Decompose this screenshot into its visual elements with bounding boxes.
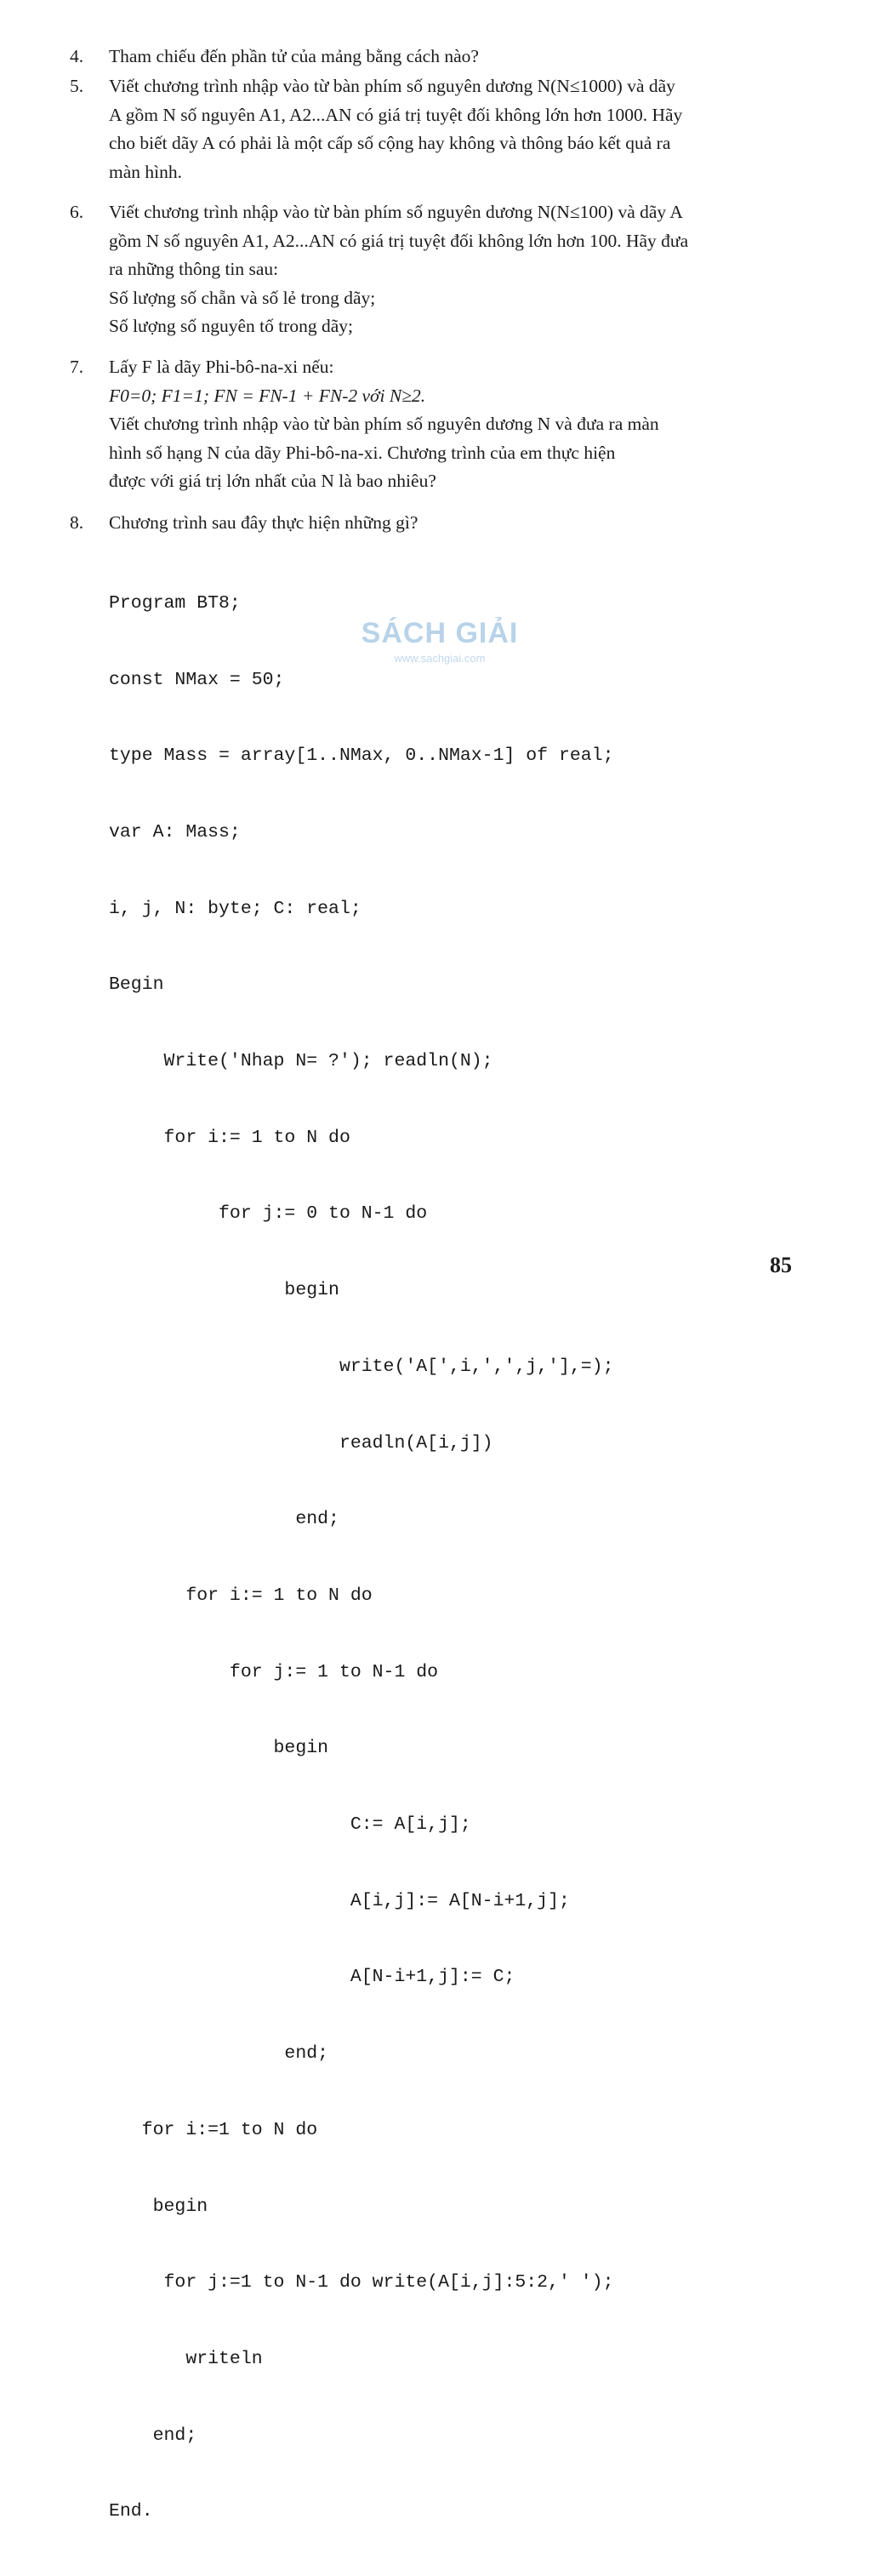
pascal-code-listing [109,540,806,2576]
exercise-text: Chương trình sau đây thực hiện những gì? [109,512,418,533]
exercise-number: 8. [70,512,84,533]
code-line: end; [109,1509,339,1530]
code-line: Write('Nhap N= ?'); readln(N); [109,1051,493,1072]
code-line: writeln [109,2348,263,2369]
code-line: end; [109,2043,329,2065]
exercise-text: màn hình. [109,161,182,182]
code-line: begin [109,2196,208,2217]
exercise-text: Lấy F là dãy Phi-bô-na-xi nếu: [109,357,334,377]
exercise-text: gồm N số nguyên A1, A2...AN có giá trị tuyệt đối không lớn hơn 100. Hãy đưa [109,230,689,251]
watermark-url: www.sachgiai.com [394,652,486,665]
code-line: readln(A[i,j]) [109,1432,493,1454]
code-line: End. [109,2501,153,2522]
exercise-text: Viết chương trình nhập vào từ bàn phím số nguyên dương N(N≤100) và dãy A [109,202,683,222]
exercise-6 [70,198,810,341]
exercise-text: được với giá trị lớn nhất của N là bao nhiêu? [109,471,436,491]
code-line: Program BT8; [109,592,241,614]
watermark-logo: SÁCH GIẢI [361,617,519,649]
exercise-text: A gồm N số nguyên A1, A2...AN có giá trị tuyệt đối không lớn hơn 1000. Hãy [109,104,683,125]
code-line: for j:= 0 to N-1 do [109,1203,428,1225]
exercise-text: hình số hạng N của dãy Phi-bô-na-xi. Chương trình của em thực hiện [109,442,616,463]
exercise-number: 5. [70,76,84,96]
code-line: for i:= 1 to N do [109,1127,350,1148]
exercise-5 [70,72,810,186]
exercise-4 [70,43,810,71]
code-line: var A: Mass; [109,821,241,842]
code-line: C:= A[i,j]; [109,1814,471,1836]
code-line: for i:=1 to N do [109,2119,318,2140]
fibonacci-formula: F0=0; F1=1; FN = FN-1 + FN-2 với N≥2. [109,385,426,406]
exercise-number: 6. [70,202,84,222]
exercise-text: Tham chiếu đến phần tử của mảng bằng cách nào? [109,46,479,66]
exercise-text: Số lượng số chẵn và số lẻ trong dãy; [109,287,376,308]
code-line: type Mass = array[1..NMax, 0..NMax-1] of real; [109,745,614,767]
code-line: for j:= 1 to N-1 do [109,1661,439,1682]
exercise-text: Số lượng số nguyên tố trong dãy; [109,316,353,336]
exercise-text: Viết chương trình nhập vào từ bàn phím số nguyên dương N(N≤1000) và dãy [109,76,675,96]
exercise-text: ra những thông tin sau: [109,259,279,279]
code-line: end; [109,2425,197,2446]
code-line: i, j, N: byte; C: real; [109,898,361,919]
code-line: begin [109,1280,339,1301]
exercise-8 [70,509,810,538]
exercise-text: cho biết dãy A có phải là một cấp số cộng hay không và thông báo kết quả ra [109,133,671,153]
code-line: for j:=1 to N-1 do write(A[i,j]:5:2,' '); [109,2272,614,2293]
code-line: A[N-i+1,j]:= C; [109,1967,515,1988]
exercise-number: 4. [70,46,84,66]
code-line: Begin [109,974,164,996]
page-number: 85 [770,1253,792,1277]
code-line: const NMax = 50; [109,669,285,690]
exercise-text: Viết chương trình nhập vào từ bàn phím số nguyên dương N và đưa ra màn [109,414,659,434]
exercise-number: 7. [70,357,84,377]
exercise-7 [70,353,810,496]
code-line: for i:= 1 to N do [109,1585,373,1606]
code-line: begin [109,1738,329,1759]
code-line: A[i,j]:= A[N-i+1,j]; [109,1890,570,1911]
code-line: write('A[',i,',',j,'],=); [109,1356,614,1377]
